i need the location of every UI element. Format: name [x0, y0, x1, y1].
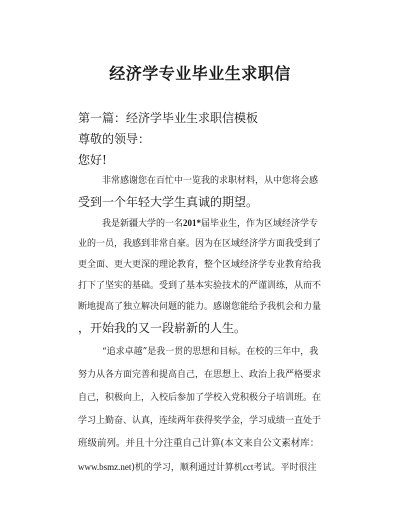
paragraph-line: 打下了坚实的基础。受到了基本实验技术的严谨训练，从而不 [78, 281, 322, 291]
salutation: 尊敬的领导： [78, 132, 151, 146]
text-run: )机的学习，顺利通过计算机 [131, 463, 243, 473]
paragraph-line: 业的一员，我感到非常自豪。因为在区域经济学方面我受到了 [78, 239, 322, 249]
paragraph-line: 断地提高了独立解决问题的能力。感谢您能给予我机会和力量 [78, 302, 322, 312]
text-run: 考试。平时很注 [253, 463, 317, 473]
greeting: 您好! [78, 153, 107, 167]
year-text: 201* [183, 218, 202, 228]
paragraph-line [78, 459, 322, 476]
document-title: 经济学专业毕业生求职信 [109, 64, 291, 83]
paragraph-line: 班级前列。并且十分注重自己计算(本文来自公文素材库： [78, 438, 320, 449]
text-run: 届毕业生，作为区域经济学专 [201, 219, 319, 229]
text-run: 我是新疆大学的一名 [102, 219, 184, 229]
paragraph-line: 自己，积极向上，入校后参加了学校入党积极分子培训班。在 [78, 393, 322, 403]
paragraph-line: “追求卓越”是我一贯的思想和目标。在校的三年中，我 [102, 347, 319, 357]
section-heading: 第一篇：经济学毕业生求职信模板 [78, 111, 259, 125]
paragraph-line: 更全面、更大更深的理论教育，整个区域经济学专业教育给我 [78, 260, 322, 270]
paragraph-line: 非常感谢您在百忙中一览我的求职材料，从中您将会感 [102, 176, 319, 186]
paragraph-line: 努力从各方面完善和提高自己，在思想上、政治上我严格要求 [78, 370, 322, 380]
paragraph-line: 学习上勤奋、认真，连续两年获得奖学金，学习成绩一直处于 [78, 416, 322, 426]
paragraph-line: ，开始我的又一段崭新的人生。 [78, 321, 247, 335]
paragraph-line: 受到一个年轻大学生真诚的期望。 [78, 195, 259, 209]
url-text: www.bsmz.net [78, 462, 132, 472]
exam-name-text: cct [242, 462, 254, 472]
paragraph-line [102, 215, 322, 232]
